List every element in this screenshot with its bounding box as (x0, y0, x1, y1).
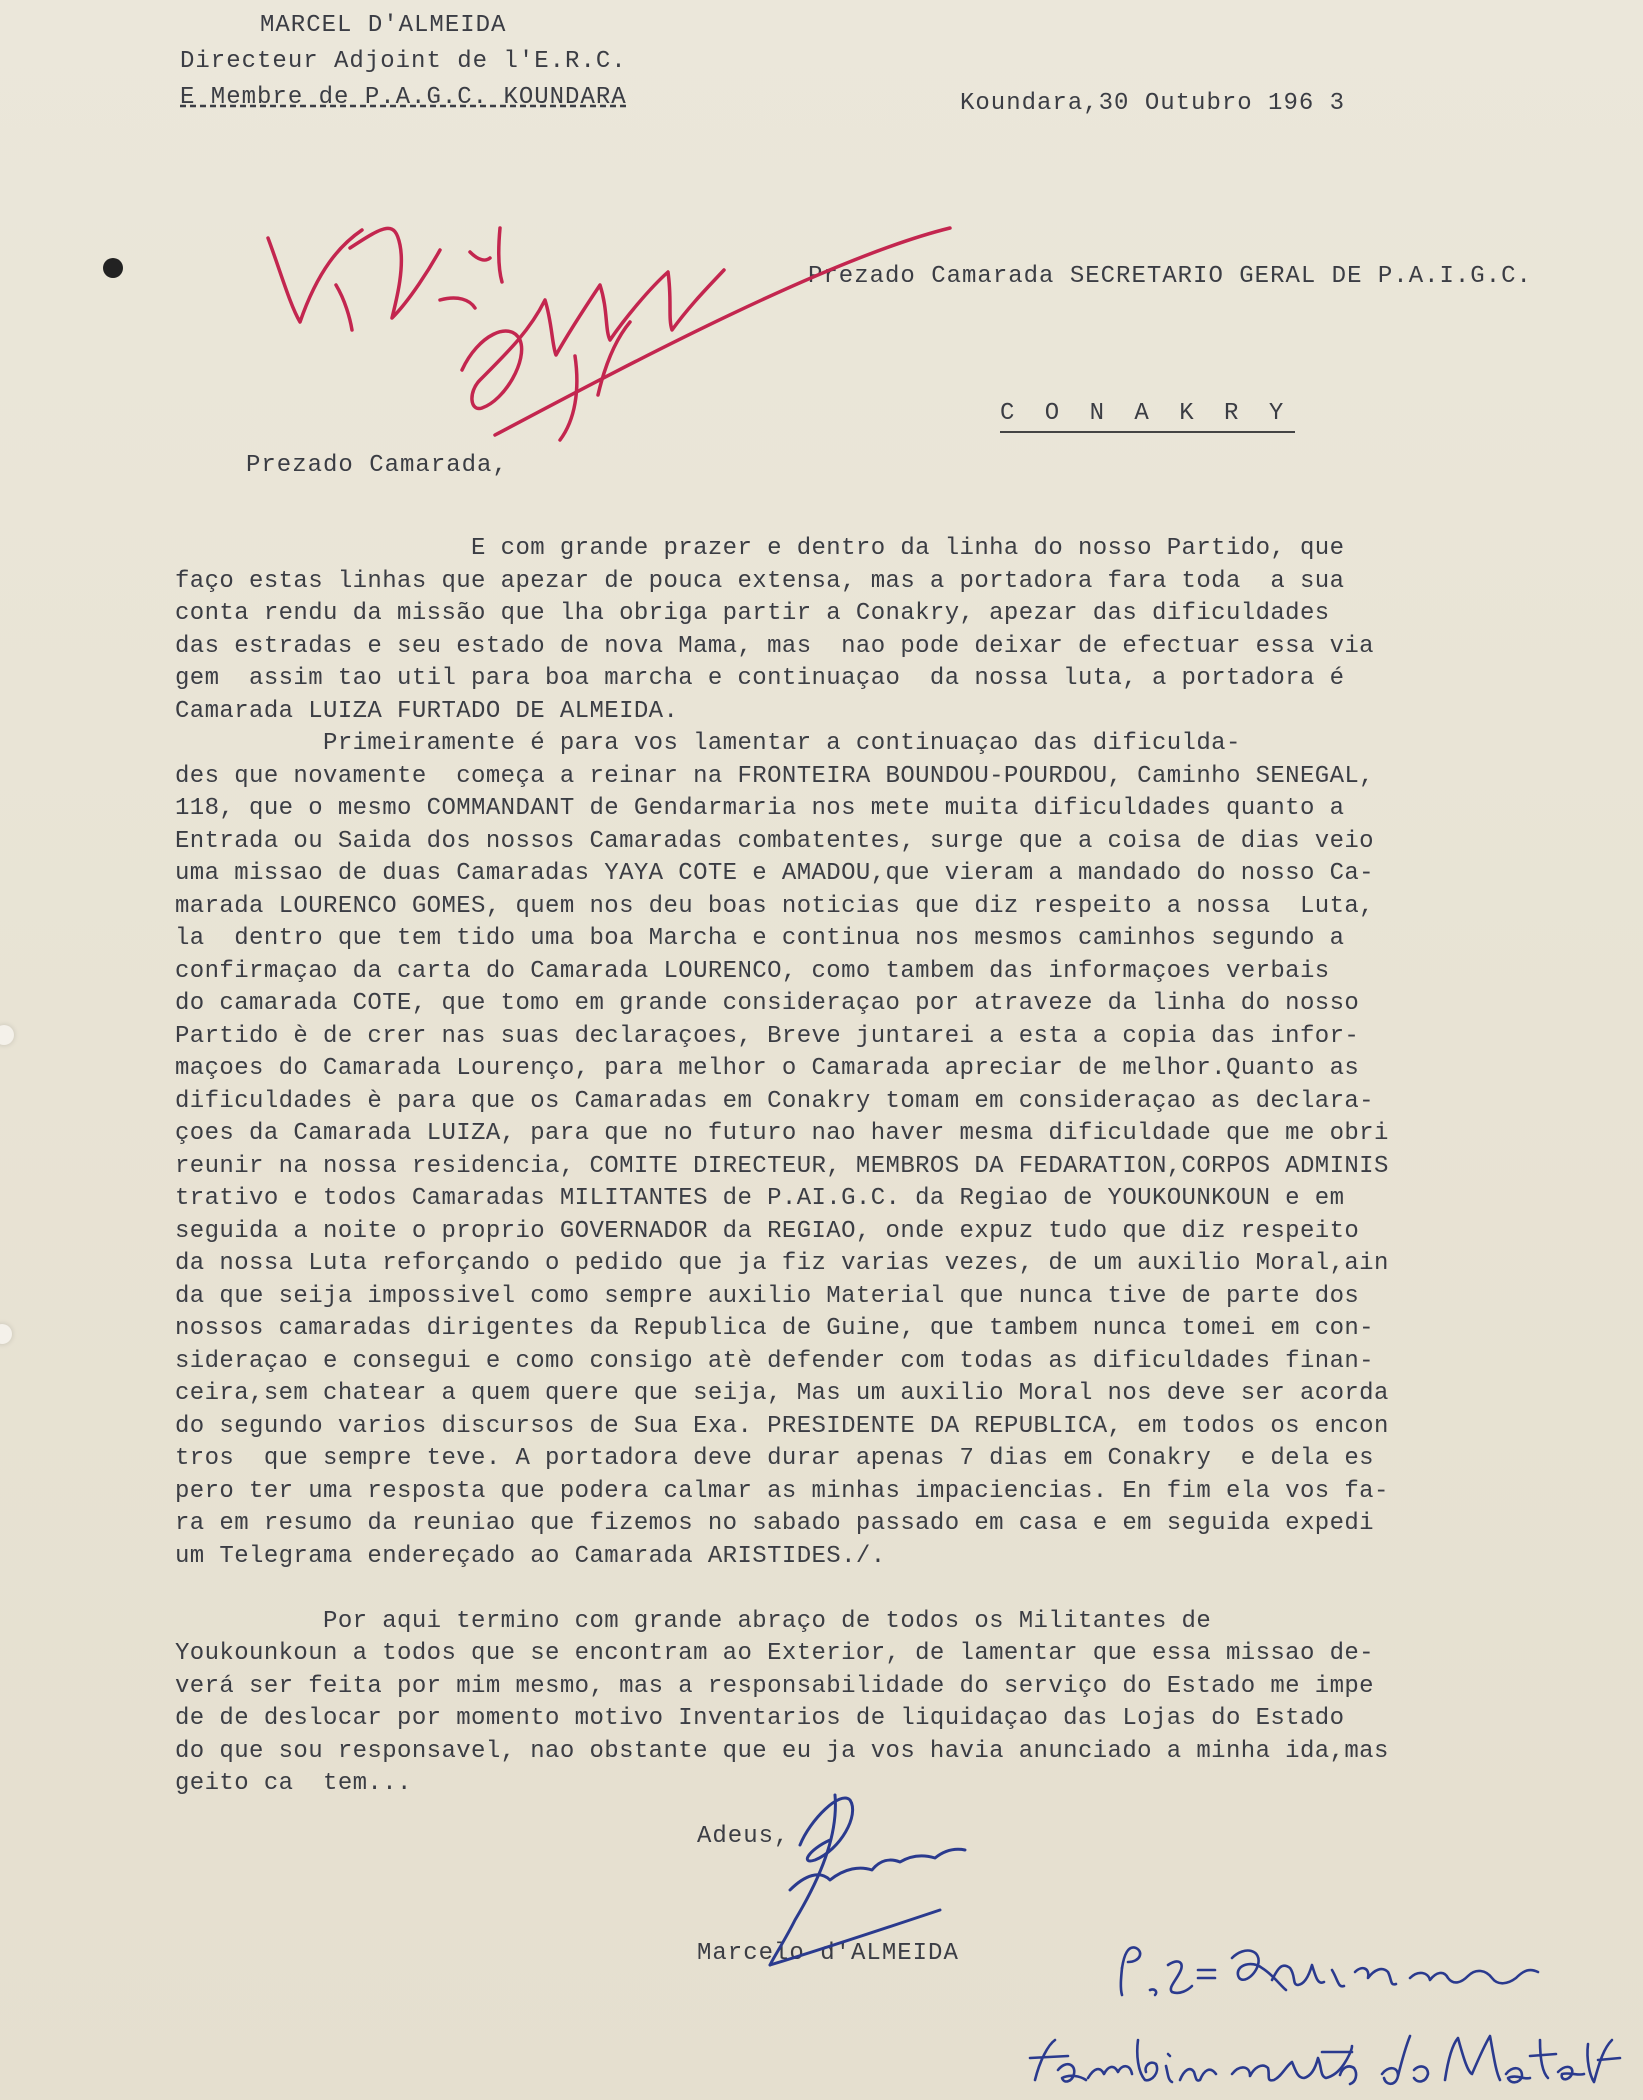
punch-hole (0, 1025, 14, 1045)
body-line: ceira,sem chatear a quem quere que seija, Mas um auxilio Moral nos deve ser acorda (175, 1380, 1389, 1407)
body-line: conta rendu da missão que lha obriga partir a Conakry, apezar das dificuldades (175, 600, 1330, 627)
body-line: trativo e todos Camaradas MILITANTES de P.AI.G.C. da Regiao de YOUKOUNKOUN e em (175, 1185, 1345, 1212)
sender-title: Directeur Adjoint de l'E.R.C. (180, 48, 627, 75)
body-line: verá ser feita por mim mesmo, mas a responsabilidade do serviço do Estado me impe (175, 1672, 1374, 1700)
body-line: la dentro que tem tido uma boa Marcha e continua nos mesmos caminhos segundo a (175, 925, 1345, 952)
sender-membership: E Membre de P.A.G.C. KOUNDARA (180, 84, 627, 111)
body-line: Por aqui termino com grande abraço de todos os Militantes de (175, 1607, 1212, 1635)
punch-hole (103, 258, 123, 278)
body-line: uma missao de duas Camaradas YAYA COTE e AMADOU,que vieram a mandado do nosso Ca- (175, 860, 1374, 887)
body-line: marada LOURENCO GOMES, quem nos deu boas noticias que diz respeito a nossa Luta, (175, 892, 1374, 920)
body-line: Camarada LUIZA FURTADO DE ALMEIDA. (175, 697, 679, 725)
sender-block (180, 8, 627, 116)
date-line: Koundara,30 Outubro 196 3 (960, 90, 1346, 117)
red-annotation (268, 228, 950, 440)
body-line: dificuldades è para que os Camaradas em Conakry tomam em consideraçao as declara- (175, 1087, 1374, 1115)
body-line: Entrada ou Saida dos nossos Camaradas combatentes, surge que a coisa de dias veio (175, 827, 1374, 855)
body-line: reunir na nossa residencia, COMITE DIRECTEUR, MEMBROS DA FEDARATION,CORPOS ADMINIS (175, 1152, 1389, 1180)
body-line: maçoes do Camarada Lourenço, para melhor o Camarada apreciar de melhor.Quanto as (175, 1055, 1360, 1082)
body-line: do segundo varios discursos de Sua Exa. PRESIDENTE DA REPUBLICA, em todos os encon (175, 1412, 1389, 1440)
body-line: nossos camaradas dirigentes da Republica de Guine, que tambem nunca tomei em con- (175, 1315, 1374, 1342)
body-line: Primeiramente é para vos lamentar a continuaçao das dificulda- (175, 730, 1241, 757)
sender-name: MARCEL D'ALMEIDA (260, 12, 507, 39)
body-line: geito ca tem... (175, 1770, 412, 1797)
body-line: do que sou responsavel, nao obstante que eu ja vos havia anunciado a minha ida,mas (175, 1737, 1389, 1765)
body-line: faço estas linhas que apezar de pouca extensa, mas a portadora fara toda a sua (175, 567, 1345, 595)
body-line: Youkounkoun a todos que se encontram ao Exterior, de lamentar que essa missao de- (175, 1640, 1374, 1667)
body-line: ra em resumo da reuniao que fizemos no sabado passado em casa e em seguida expedi (175, 1510, 1374, 1537)
body-line: E com grande prazer e dentro da linha do nosso Partido, que (175, 535, 1345, 562)
body-line: de de deslocar por momento motivo Inventarios de liquidaçao das Lojas do Estado (175, 1705, 1345, 1732)
body-line: Partido è de crer nas suas declaraçoes, Breve juntarei a esta a copia das infor- (175, 1022, 1360, 1050)
body-line: des que novamente começa a reinar na FRONTEIRA BOUNDOU-POURDOU, Caminho SENEGAL, (175, 762, 1374, 790)
body-line (175, 1573, 1605, 1606)
closing-farewell: Adeus, (697, 1823, 790, 1850)
postscript-handwriting (1030, 1947, 1620, 2084)
signature-name: Marcelo d'ALMEIDA (697, 1940, 959, 1967)
punch-hole (0, 1324, 12, 1344)
body-line: gem assim tao util para boa marcha e continuaçao da nossa luta, a portadora é (175, 665, 1345, 692)
salutation: Prezado Camarada, (246, 452, 508, 479)
body-line: tros que sempre teve. A portadora deve durar apenas 7 dias em Conakry e dela es (175, 1445, 1374, 1472)
body-line: pero ter uma resposta que podera calmar as minhas impaciencias. En fim ela vos fa- (175, 1477, 1389, 1505)
body-line: confirmaçao da carta do Camarada LOURENCO, como tambem das informaçoes verbais (175, 957, 1330, 985)
body-line: sideraçao e consegui e como consigo atè defender com todas as dificuldades finan- (175, 1347, 1374, 1375)
body-line: da que seija impossivel como sempre auxilio Material que nunca tive de parte dos (175, 1282, 1360, 1310)
body-line: um Telegrama endereçado ao Camarada ARISTIDES./. (175, 1542, 886, 1570)
body-line: 118, que o mesmo COMMANDANT de Gendarmaria nos mete muita dificuldades quanto a (175, 795, 1345, 822)
letter-body (175, 533, 1605, 1801)
body-line: çoes da Camarada LUIZA, para que no futuro nao haver mesma dificuldade que me obri (175, 1120, 1389, 1147)
body-line: seguida a noite o proprio GOVERNADOR da REGIAO, onde expuz tudo que diz respeito (175, 1217, 1360, 1245)
addressee-line: Prezado Camarada SECRETARIO GERAL DE P.A.I.G.C. (808, 263, 1532, 290)
addressee-city: C O N A K R Y (1000, 400, 1295, 433)
body-line: da nossa Luta reforçando o pedido que ja fiz varias vezes, de um auxilio Moral,ain (175, 1250, 1389, 1277)
body-line: das estradas e seu estado de nova Mama, mas nao pode deixar de efectuar essa via (175, 632, 1374, 660)
body-line: do camarada COTE, que tomo em grande consideraçao por atraveze da linha do nosso (175, 990, 1360, 1017)
